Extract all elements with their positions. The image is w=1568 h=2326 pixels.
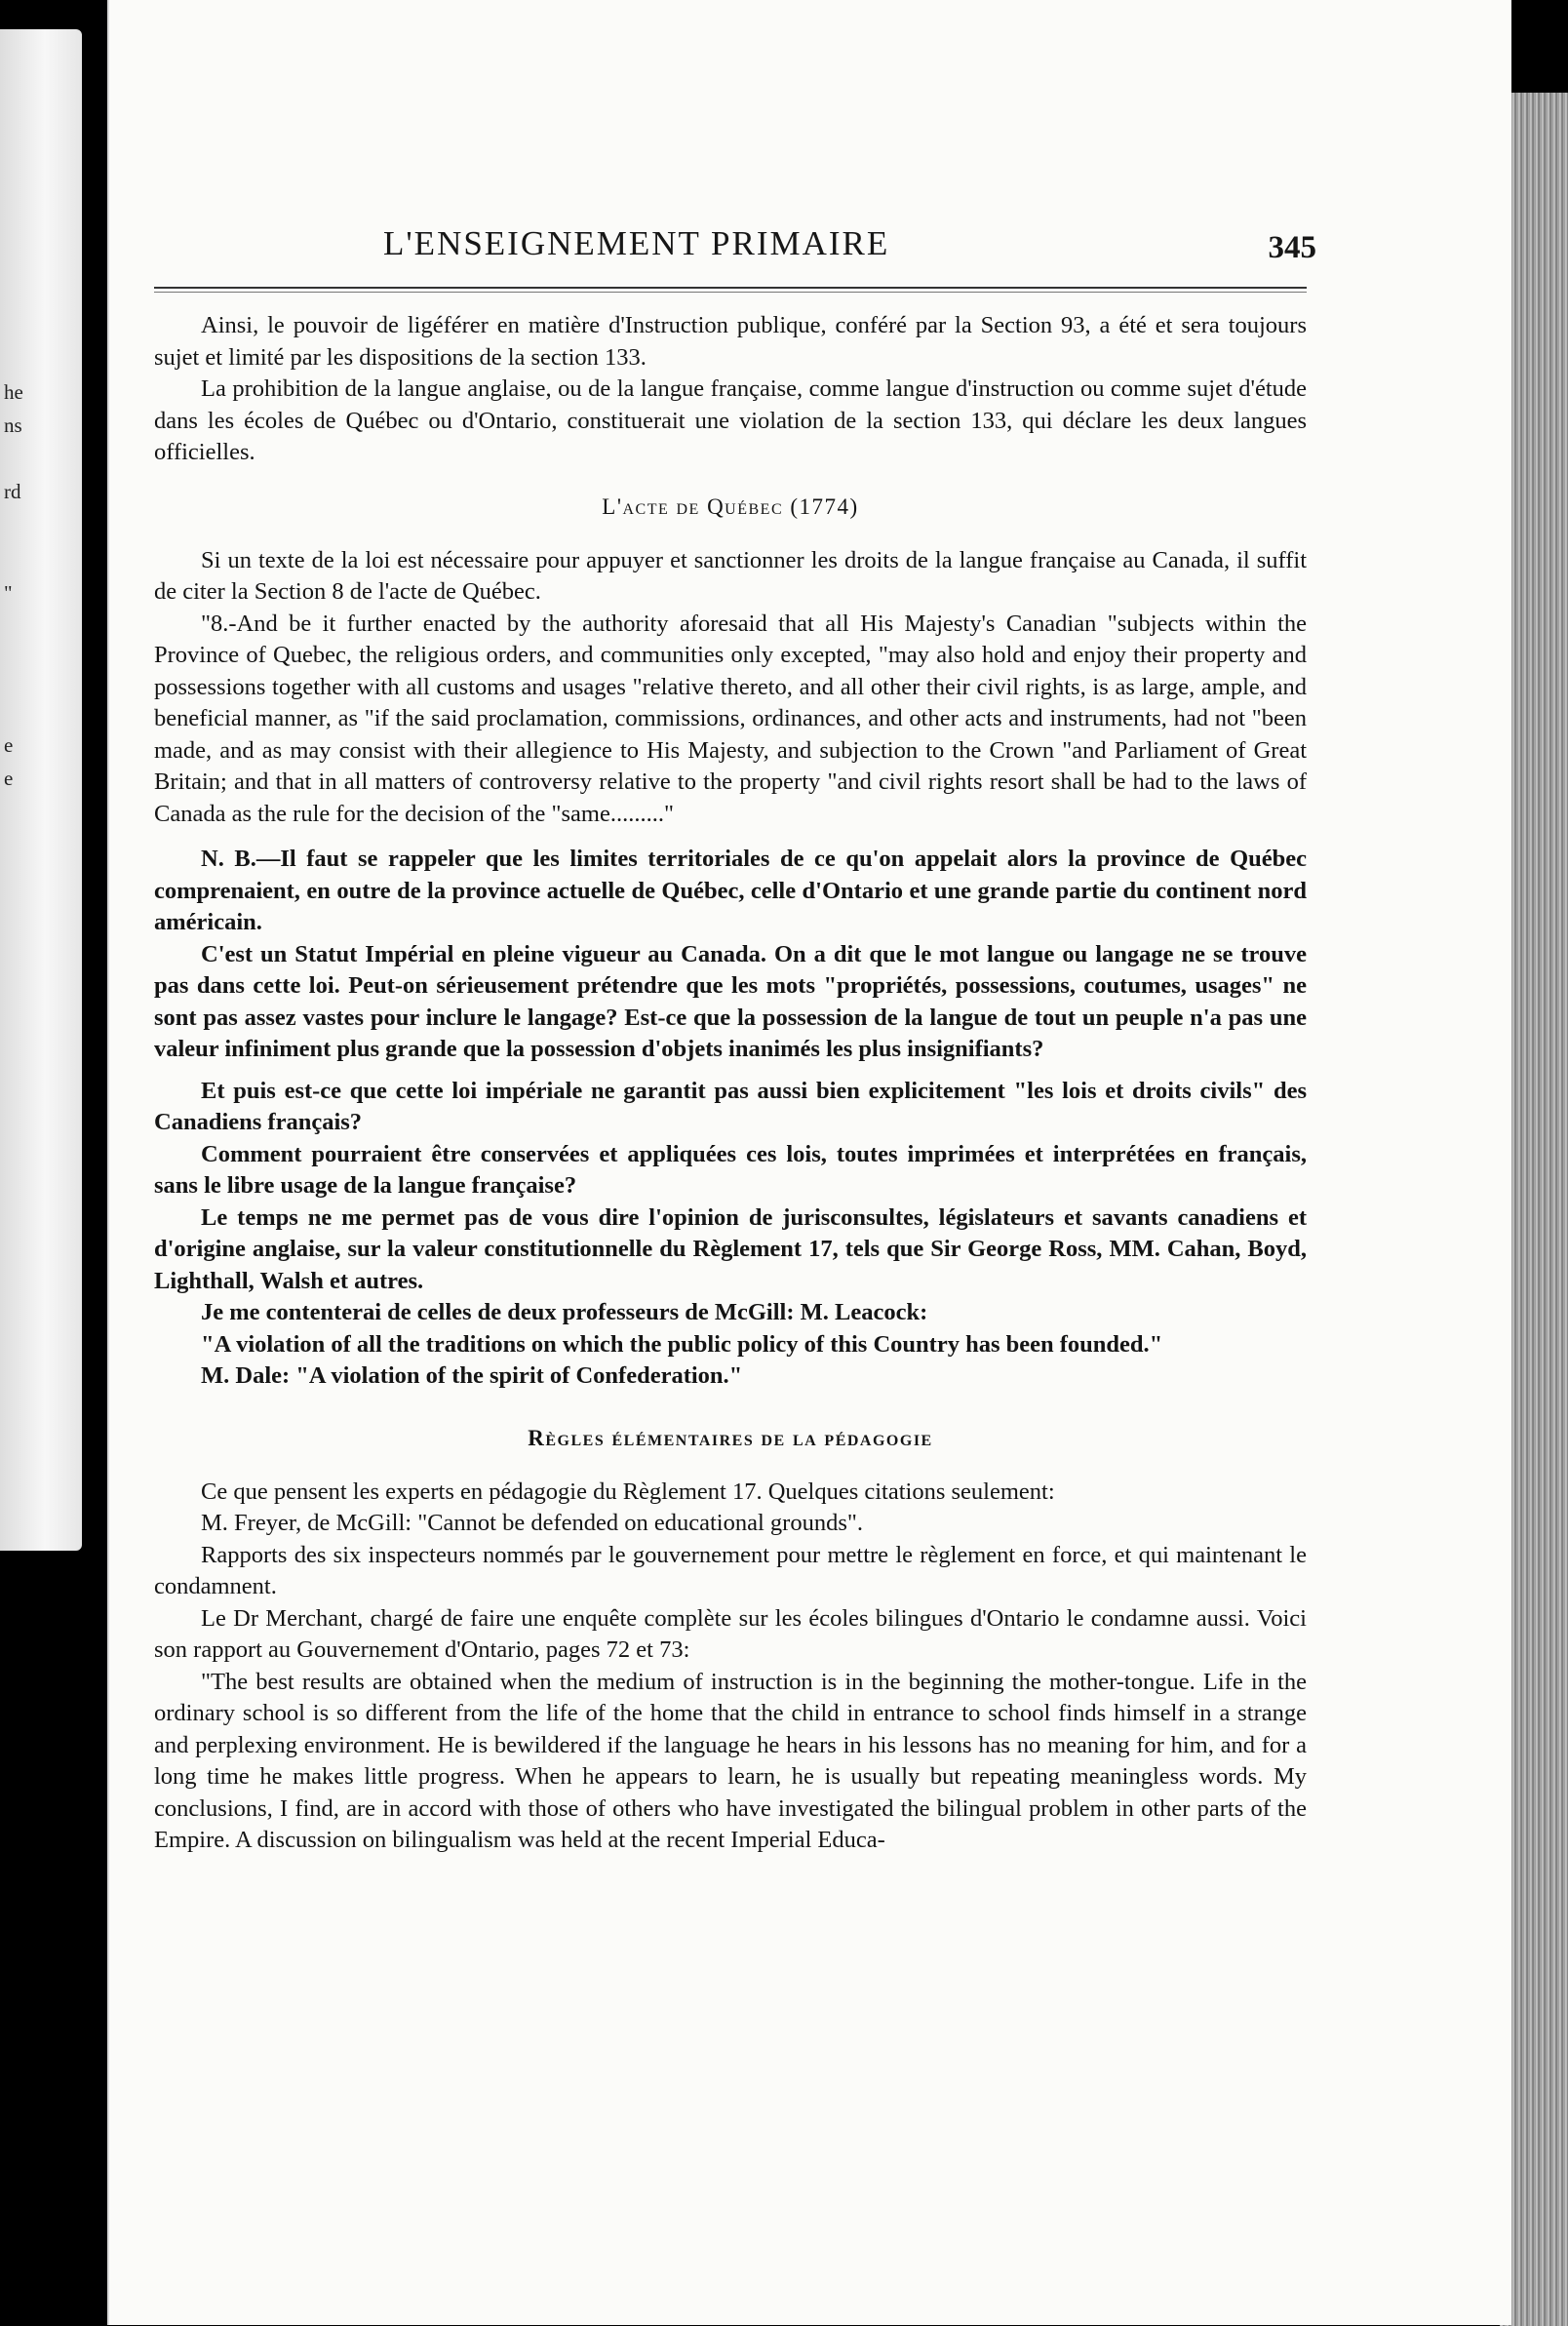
book-page [107,0,1511,2325]
paragraph: Le Dr Merchant, chargé de faire une enquête complète sur les écoles bilingues d'Ontario le condamne aussi. Voici son rapport au Gouvernement d'Ontario, pages 72 et 73: [154,1604,1307,1663]
paragraph: Rapports des six inspecteurs nommés par le gouvernement pour mettre le règlement en force, et qui maintenant le condamnent. [154,1541,1307,1599]
prev-page-fragment: ns [4,414,22,437]
section-heading: L'acte de Québec (1774) [602,493,859,519]
running-title: L'ENSEIGNEMENT PRIMAIRE [383,224,890,262]
paragraph: M. Freyer, de McGill: "Cannot be defended on educational grounds". [201,1510,863,1536]
page-number: 345 [1268,230,1316,265]
prev-page-fragment: he [4,380,23,404]
quoted-statute: "8.-And be it further enacted by the authority aforesaid that all His Majesty's Canadian "subjects within the Province of Quebec, the religious orders, and communities only excepted, "may also hold and enjoy their property and possessions together with all customs and usages "relative thereto, and all other their civil rights, is as large, ample, and beneficial manner, as "if the said proclamation, commissions, ordinances, and other acts and instruments, had not "been made, and as may consist with their allegience to His Majesty, and subjection to the Crown "and Parliament of Great Britain; and that in all matters of controversy relative to the property "and civil rights resort shall be had to the laws of Canada as the rule for the decision of the "same........." [154,610,1307,827]
spacer [154,830,1307,844]
prev-page-fragment: " [4,581,13,605]
paragraph: Je me contenterai de celles de deux professeurs de McGill: M. Leacock: [201,1299,928,1325]
page-header [154,224,1316,275]
page-content [154,224,1316,1857]
quotation: "The best results are obtained when the medium of instruction is in the beginning the mother-tongue. Life in the ordinary school is so different from the life of the home that the child in entrance to school finds himself in a strange and perplexing environment. He is bewildered if the language he hears in his lessons has no meaning for him, and for a long time he makes little progress. When he appears to learn, he is usually but repeating meaningless words. My conclusions, I find, are in accord with those of others who have investigated the bilingual problem in other parts of the Empire. A discussion on bilingualism was held at the recent Imperial Educa- [154,1668,1307,1853]
paragraph: Comment pourraient être conservées et appliquées ces lois, toutes imprimées et interprétées en français, sans le libre usage de la langue française? [154,1140,1307,1199]
header-rule [154,287,1307,293]
paragraph: C'est un Statut Impérial en pleine vigueur au Canada. On a dit que le mot langue ou langage ne se trouve pas dans cette loi. Peut-on sérieusement prétendre que les mots "propriétés, possessions, coutumes, usages" ne sont pas assez vastes pour inclure le langage? Est-ce que la possession de la langue de tout un peuple n'a pas une valeur infiniment plus grande que la possession d'objets inanimés les plus insignifiants? [154,940,1307,1062]
paragraph: Ainsi, le pouvoir de ligéférer en matière d'Instruction publique, conféré par la Section 93, a été et sera toujours sujet et limité par les dispositions de la section 133. [154,312,1307,371]
prev-page-fragment: e [4,767,14,790]
paragraph: Et puis est-ce que cette loi impériale ne garantit pas aussi bien explicitement "les lois et droits civils" des Canadiens français? [154,1077,1307,1135]
paragraph: Si un texte de la loi est nécessaire pour appuyer et sanctionner les droits de la langue française au Canada, il suffit de citer la Section 8 de l'acte de Québec. [154,546,1307,605]
prev-page-fragment: e [4,733,14,757]
paragraph: N. B.—Il faut se rappeler que les limites territoriales de ce qu'on appelait alors la province de Québec comprenaient, en outre de la province actuelle de Québec, celle d'Ontario et une grande partie du continent nord américain. [154,846,1307,935]
quotation: M. Dale: "A violation of the spirit of Confederation." [201,1362,743,1389]
paragraph: La prohibition de la langue anglaise, ou de la langue française, comme langue d'instruction ou comme sujet d'étude dans les écoles de Québec ou d'Ontario, constituerait une violation de la section 133, qui déclare les deux langues officielles. [154,375,1307,465]
section-heading: Règles élémentaires de la pédagogie [528,1425,933,1450]
paragraph: Ce que pensent les experts en pédagogie du Règlement 17. Quelques citations seulement: [201,1478,1055,1505]
quotation: "A violation of all the traditions on which the public policy of this Country has been founded." [201,1330,1163,1358]
prev-page-fragment: rd [4,480,21,503]
paragraph: Le temps ne me permet pas de vous dire l'opinion de jurisconsultes, législateurs et savants canadiens et d'origine anglaise, sur la valeur constitutionnelle du Règlement 17, tels que Sir George Ross, MM. Cahan, Boyd, Lighthall, Walsh et autres. [154,1203,1307,1294]
previous-page-edge [0,29,82,1551]
